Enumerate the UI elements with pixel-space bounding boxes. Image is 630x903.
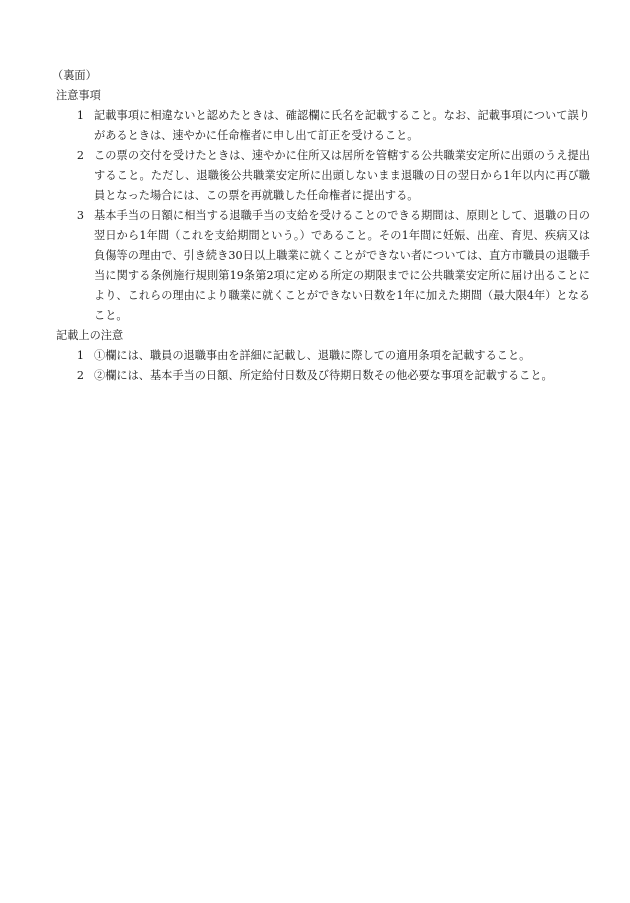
entry-notes-item xyxy=(56,366,590,386)
entry-notes-item xyxy=(56,346,590,366)
notes-item-number: 2 xyxy=(76,149,84,162)
notes-item xyxy=(56,146,590,206)
entry-notes-item-text: ①欄には、職員の退職事由を詳細に記載し、退職に際しての適用条項を記載すること。 xyxy=(94,349,531,362)
notes-item-text: この票の交付を受けたときは、速やかに住所又は居所を管轄する公共職業安定所に出頭のうえ提出すること。ただし、退職後公共職業安定所に出頭しないまま退職の日の翌日から1年以内に再び職員となった場合には、この票を再就職した任命権者に提出する。 xyxy=(94,149,590,202)
notes-item-text: 記載事項に相違ないと認めたときは、確認欄に氏名を記載すること。なお、記載事項について誤りがあるときは、速やかに任命権者に申し出て訂正を受けること。 xyxy=(94,109,590,142)
document-body xyxy=(52,66,590,386)
notes-item-text: 基本手当の日額に相当する退職手当の支給を受けることのできる期間は、原則として、退職の日の翌日から1年間（これを支給期間という。）であること。その1年間に妊娠、出産、育児、疾病又は負傷等の理由で、引き続き30日以上職業に就くことができない者については、直方市職員の退職手当に関する条例施行規則第19条第2項に定める所定の期限までに公共職業安定所に届け出ることにより、これらの理由により職業に就くことができない日数を1年に加えた期間（最大限4年）となること。 xyxy=(94,209,590,322)
notes-item-number: 1 xyxy=(76,109,84,122)
entry-notes-item-number: 2 xyxy=(76,369,84,382)
back-side-label: （裏面） xyxy=(52,69,97,82)
notes-item-number: 3 xyxy=(76,209,84,222)
entry-notes-heading: 記載上の注意 xyxy=(56,329,124,342)
notes-heading: 注意事項 xyxy=(56,89,101,102)
entry-notes-item-number: 1 xyxy=(76,349,84,362)
notes-item xyxy=(56,206,590,326)
notes-item xyxy=(56,106,590,146)
entry-notes-item-text: ②欄には、基本手当の日額、所定給付日数及び待期日数その他必要な事項を記載すること。 xyxy=(94,369,553,382)
